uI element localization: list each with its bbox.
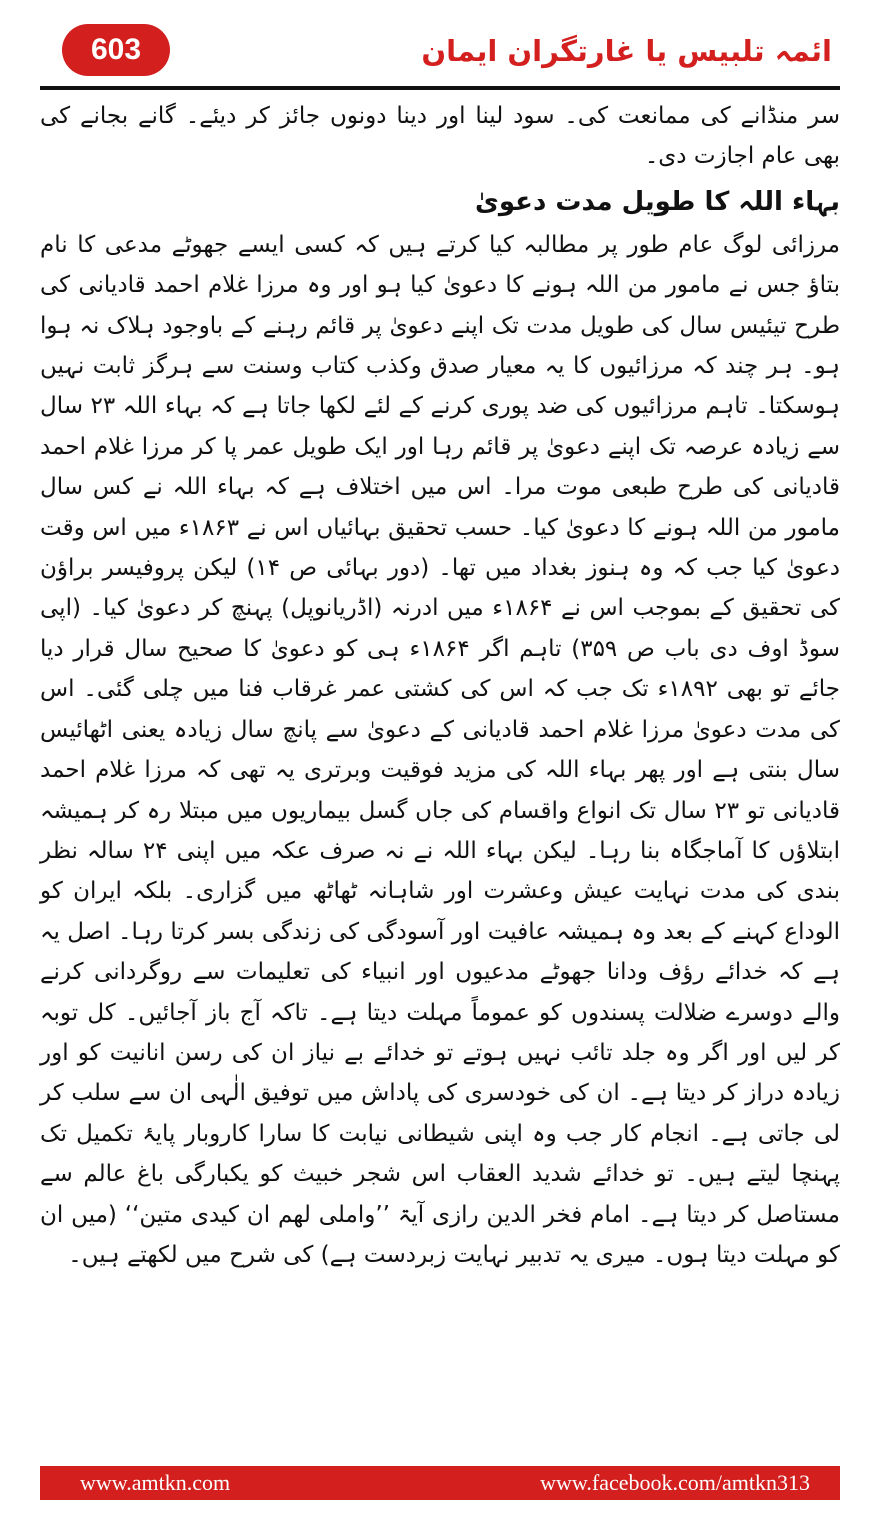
page-header bbox=[40, 18, 840, 88]
book-title: ائمہ تلبیس یا غارتگران ایمان bbox=[421, 34, 832, 68]
website-link[interactable]: www.amtkn.com bbox=[80, 1470, 231, 1495]
facebook-link[interactable]: www.facebook.com/amtkn313 bbox=[540, 1470, 810, 1495]
section-heading: بہاء اللہ کا طویل مدت دعویٰ bbox=[475, 186, 840, 217]
header-divider bbox=[40, 86, 840, 90]
page-footer bbox=[40, 1466, 840, 1500]
main-paragraph: مرزائی لوگ عام طور پر مطالبہ کیا کرتے ہیں کہ کسی ایسے جھوٹے مدعی کا نام بتاؤ جس نے مامور من اللہ ہونے کا دعویٰ کیا ہو اور وہ مرزا غلام احمد قادیانی کی طرح تیئیس سال کی طویل مدت تک اپنے دعویٰ پر قائم رہنے کے باوجود ہلاک نہ ہوا ہو۔ ہر چند کہ مرزائیوں کا یہ معیار صدق وکذب کتاب وسنت سے ہرگز ثابت نہیں ہوسکتا۔ تاہم مرزائیوں کی ضد پوری کرنے کے لئے لکھا جاتا ہے کہ بہاء اللہ ۲۳ سال سے زیادہ عرصہ تک اپنے دعویٰ پر قائم رہا اور ایک طویل عمر پا کر مرزا غلام احمد قادیانی کی طرح طبعی موت مرا۔ اس میں اختلاف ہے کہ بہاء اللہ نے کس سال مامور من اللہ ہونے کا دعویٰ کیا۔ حسب تحقیق بہائیاں اس نے ۱۸۶۳ء میں اس وقت دعویٰ کیا جب کہ وہ ہنوز بغداد میں تھا۔ (دور بہائی ص ۱۴) لیکن پروفیسر براؤن کی تحقیق کے بموجب اس نے ۱۸۶۴ء میں ادرنہ (اڈریانوپل) پہنچ کر دعویٰ کیا۔ (اپی سوڈ اوف دی باب ص ۳۵۹) تاہم اگر ۱۸۶۴ء ہی کو دعویٰ کا صحیح سال قرار دیا جائے تو بھی ۱۸۹۲ء تک جب کہ اس کی کشتی عمر غرقاب فنا میں چلی گئی۔ اس کی مدت دعویٰ مرزا غلام احمد قادیانی کے دعویٰ سے پانچ سال زیادہ یعنی اٹھائیس سال بنتی ہے اور پھر بہاء اللہ کی مزید فوقیت وبرتری یہ تھی کہ مرزا غلام احمد قادیانی تو ۲۳ سال تک انواع واقسام کی جاں گسل بیماریوں میں مبتلا رہ کر ہمیشہ ابتلاؤں کا آماجگاہ بنا رہا۔ لیکن بہاء اللہ نے نہ صرف عکہ میں اپنی ۲۴ سالہ نظر بندی کی مدت نہایت عیش وعشرت اور شاہانہ ٹھاٹھ میں گزاری۔ بلکہ ایران کو الوداع کہنے کے بعد وہ ہمیشہ عافیت اور آسودگی کی زندگی بسر کرتا رہا۔ اصل یہ ہے کہ خدائے رؤف ودانا جھوٹے مدعیوں اور انبیاء کی تعلیمات سے روگردانی کرنے والے دوسرے ضلالت پسندوں کو عموماً مہلت دیتا ہے۔ تاکہ آج باز آجائیں۔ کل توبہ کر لیں اور اگر وہ جلد تائب نہیں ہوتے تو خدائے بے نیاز ان کی رسن انانیت کو اور زیادہ دراز کر دیتا ہے۔ ان کی خودسری کی پاداش میں توفیق الٰہی ان سے سلب کر لی جاتی ہے۔ انجام کار جب وہ اپنی شیطانی نیابت کا سارا کاروبار پایۂ تکمیل تک پہنچا لیتے ہیں۔ تو خدائے شدید العقاب اس شجر خبیث کو یکبارگی باغ عالم سے مستاصل کر دیتا ہے۔ امام فخر الدین رازی آیۃ ’’واملی لھم ان کیدی متین‘‘ (میں ان کو مہلت دیتا ہوں۔ میری یہ تدبیر نہایت زبردست ہے) کی شرح میں لکھتے ہیں۔ bbox=[40, 231, 840, 1268]
page-body bbox=[40, 96, 840, 1275]
page-number-badge: 603 bbox=[62, 24, 170, 76]
intro-paragraph: سر منڈانے کی ممانعت کی۔ سود لینا اور دینا دونوں جائز کر دیئے۔ گانے بجانے کی بھی عام اجازت دی۔ bbox=[40, 103, 840, 170]
